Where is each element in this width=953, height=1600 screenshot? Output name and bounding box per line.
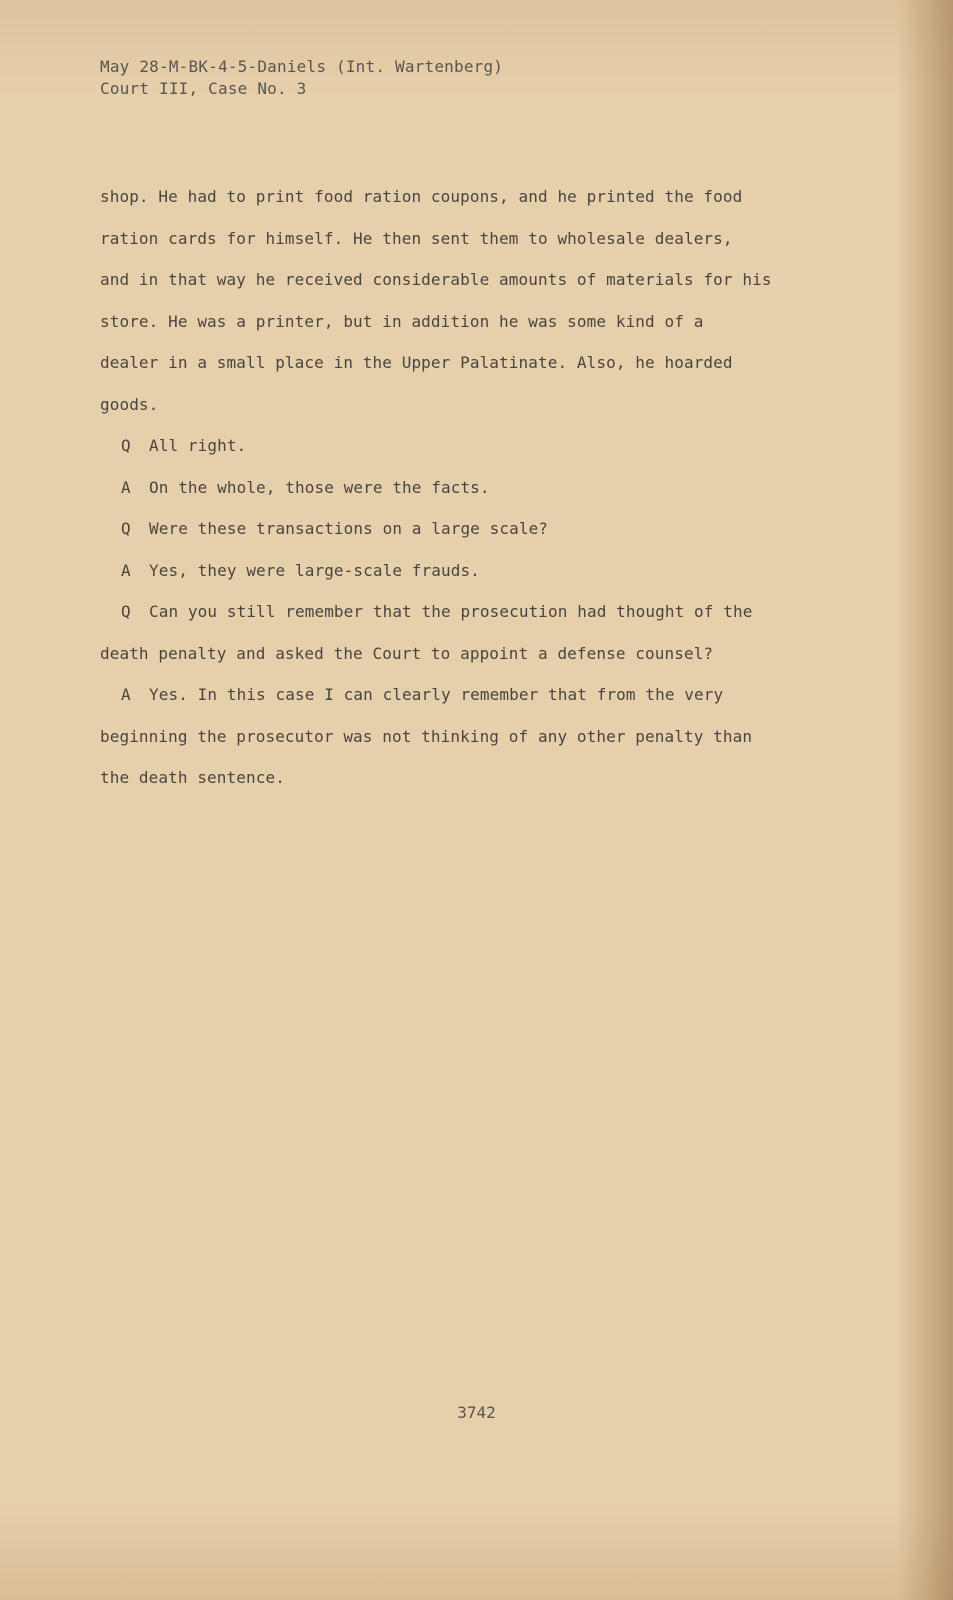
page-number: 3742 bbox=[457, 1403, 496, 1422]
header-reference: May 28-M-BK-4-5-Daniels (Int. Wartenberg) bbox=[100, 57, 504, 76]
speaker-tag: Q bbox=[121, 519, 131, 538]
continuation-line: death penalty and asked the Court to appoint a defense counsel? bbox=[100, 643, 714, 663]
paragraph-line: goods. bbox=[100, 394, 159, 414]
continuation-line: beginning the prosecutor was not thinking of any other penalty than bbox=[100, 726, 753, 746]
header-court-case: Court III, Case No. 3 bbox=[100, 79, 307, 98]
paragraph-line: ration cards for himself. He then sent them to wholesale dealers, bbox=[100, 228, 733, 248]
question-line bbox=[100, 425, 820, 467]
continuation-line: the death sentence. bbox=[100, 768, 285, 787]
transcript-body bbox=[100, 176, 820, 799]
speech-text: Were these transactions on a large scale? bbox=[149, 519, 549, 538]
paragraph-line: store. He was a printer, but in addition he was some kind of a bbox=[100, 311, 704, 331]
document-header bbox=[100, 56, 503, 100]
speech-text: Yes, they were large-scale frauds. bbox=[149, 560, 480, 580]
answer-line bbox=[100, 467, 820, 509]
paragraph-line: shop. He had to print food ration coupons, and he printed the food bbox=[100, 187, 743, 206]
answer-line bbox=[100, 674, 820, 716]
paragraph-line: and in that way he received considerable amounts of materials for his bbox=[100, 270, 772, 289]
speaker-tag: A bbox=[121, 685, 131, 704]
speech-text: Can you still remember that the prosecution had thought of the bbox=[149, 602, 753, 621]
question-line bbox=[100, 508, 820, 550]
speaker-tag: A bbox=[121, 560, 131, 580]
speaker-tag: Q bbox=[121, 602, 131, 621]
answer-line bbox=[100, 550, 820, 592]
paragraph-line: dealer in a small place in the Upper Palatinate. Also, he hoarded bbox=[100, 353, 733, 372]
question-line bbox=[100, 591, 820, 633]
speaker-tag: Q bbox=[121, 436, 131, 455]
speech-text: Yes. In this case I can clearly remember that from the very bbox=[149, 685, 724, 704]
speech-text: All right. bbox=[149, 436, 247, 455]
speaker-tag: A bbox=[121, 477, 131, 497]
speech-text: On the whole, those were the facts. bbox=[149, 477, 490, 497]
